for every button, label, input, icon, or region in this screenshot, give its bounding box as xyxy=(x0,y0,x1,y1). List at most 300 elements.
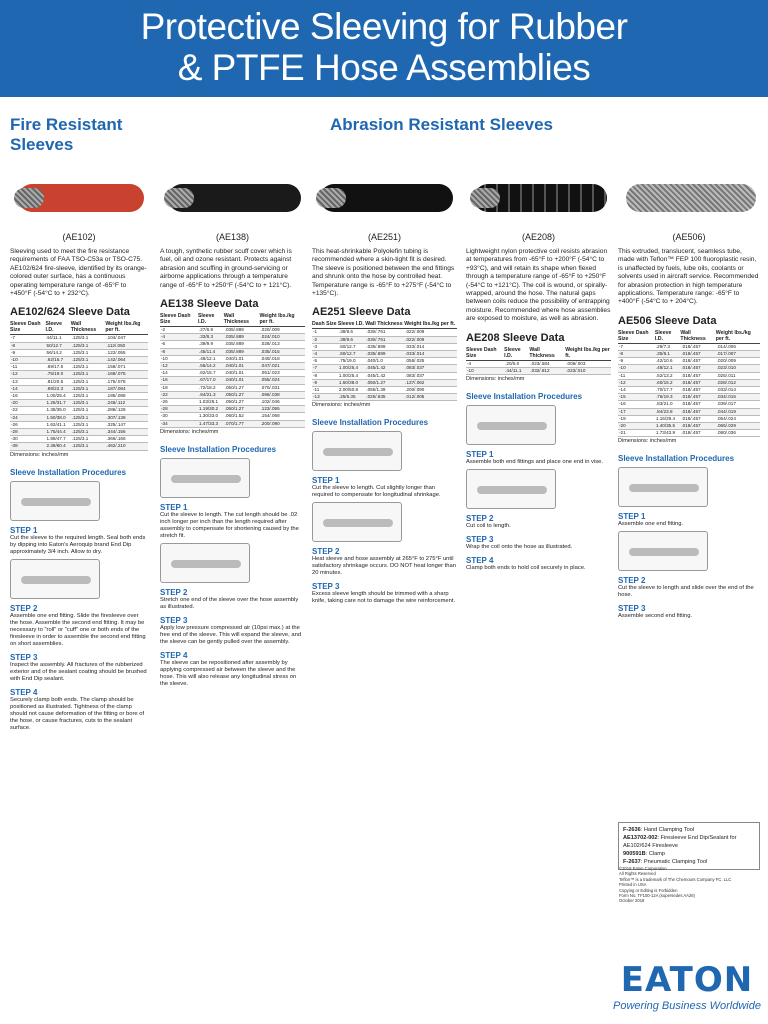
table-cell: .044/.019 xyxy=(716,408,760,415)
table-cell: 1.50/38.0 xyxy=(46,414,71,421)
table-row xyxy=(10,349,148,356)
col-wall: Wall Thickness xyxy=(71,321,106,335)
table-cell: 2.38/60.4 xyxy=(46,443,71,450)
col-id: Sleeve I.D. xyxy=(198,313,224,327)
table-row xyxy=(160,355,305,362)
table-cell: .070/1.77 xyxy=(224,420,260,427)
install-step xyxy=(466,469,611,530)
col-dash: Sleeve Dash Size xyxy=(160,313,198,327)
table-cell: .125/3.1 xyxy=(71,335,106,342)
table-row xyxy=(160,391,305,398)
ae102-photo xyxy=(10,168,148,228)
table-cell: -2 xyxy=(160,327,198,334)
table-cell: .014/.006 xyxy=(716,343,760,350)
step-text: Assemble both end fittings and place one end in vise. xyxy=(466,459,603,466)
step-illustration xyxy=(160,458,250,498)
step-text: The sleeve can be repositioned after assembly by applying compressed air between the sleeve and the hose. This will also release any longitudinal stress on the sleeve. xyxy=(160,659,297,687)
table-cell: .52/13.2 xyxy=(655,372,681,379)
step-label: STEP 3 xyxy=(466,535,494,545)
table-cell: -7 xyxy=(10,335,46,342)
legal-line: Teflon™ is a trademark of The Chemours Company FC, LLC xyxy=(619,876,732,882)
legal-line: Printed in USA xyxy=(619,882,647,888)
table-cell: -14 xyxy=(618,387,655,394)
step-text: Assemble one end fitting. xyxy=(618,521,684,528)
table-cell: -11 xyxy=(312,387,338,394)
column-ae251 xyxy=(312,168,457,605)
table-cell: .462/.210 xyxy=(105,443,148,450)
install-step xyxy=(160,543,305,611)
table-cell: .055/1.39 xyxy=(365,387,404,394)
step-label: STEP 3 xyxy=(312,582,340,592)
table-row xyxy=(160,370,305,377)
table-cell: .125/3.1 xyxy=(71,349,106,356)
table-cell: -10 xyxy=(160,355,198,362)
table-cell: .125/3.1 xyxy=(71,342,106,349)
ae138-table-title: AE138 Sleeve Data xyxy=(160,298,259,311)
install-step xyxy=(466,556,611,572)
title-line-1: Protective Sleeving for Rubber xyxy=(140,6,628,47)
table-cell: 1.88/47.7 xyxy=(46,436,71,443)
part-code: 900591B xyxy=(623,851,646,857)
table-cell: .055/.024 xyxy=(259,377,305,384)
table-cell: .050/1.27 xyxy=(224,406,260,413)
table-cell: .018/.457 xyxy=(680,351,715,358)
table-cell: .122/.055 xyxy=(105,349,148,356)
table-cell: .125/3.1 xyxy=(71,436,106,443)
col-weight: Weight lbs./kg per ft. xyxy=(716,330,760,344)
table-cell: -30 xyxy=(10,436,46,443)
ae138-dimensions-note: Dimensions: inches/mm xyxy=(160,428,219,435)
table-cell: .035/.015 xyxy=(259,348,305,355)
install-step xyxy=(160,458,305,540)
table-cell: -2 xyxy=(312,336,338,343)
part-code: F-2636 xyxy=(623,827,641,833)
legal-line: ©2018 Eaton Corporation xyxy=(619,866,667,871)
table-cell: 1.25/31.7 xyxy=(46,400,71,407)
table-cell: .62/15.7 xyxy=(198,370,224,377)
table-cell: 2.00/50.8 xyxy=(338,387,365,394)
table-cell: .168/.075 xyxy=(105,371,148,378)
table-cell: .27/6.8 xyxy=(198,327,224,334)
table-cell: .200/.090 xyxy=(259,420,305,427)
table-cell: -22 xyxy=(160,391,198,398)
table-cell: .008/.003 xyxy=(565,360,611,367)
table-cell: .035/.889 xyxy=(224,334,260,341)
table-cell: .75/19.0 xyxy=(46,371,71,378)
table-cell: .125/3.1 xyxy=(71,393,106,400)
ae102-dimensions-note: Dimensions: inches/mm xyxy=(10,451,69,458)
table-cell: .028/.013 xyxy=(259,341,305,348)
install-step xyxy=(312,502,457,577)
table-cell: -17 xyxy=(618,408,655,415)
table-row xyxy=(160,413,305,420)
ae102-steps xyxy=(10,481,148,732)
ae251-photo xyxy=(312,168,457,228)
part-item: 900591B: Clamp xyxy=(623,851,665,857)
table-cell: -20 xyxy=(10,400,46,407)
table-row xyxy=(10,335,148,342)
col-wall: Wall Thickness xyxy=(529,347,565,361)
ae506-photo xyxy=(618,168,760,228)
ae251-table xyxy=(312,321,457,401)
step-text: Cut the sleeve to length. Cut slightly longer than required to compensate for longitudinal shrinkage. xyxy=(312,485,441,499)
ae506-procedure-title: Sleeve Installation Procedures xyxy=(618,454,735,464)
table-row xyxy=(618,415,760,422)
table-cell: .050/1.27 xyxy=(365,379,404,386)
table-cell: 44/11.1 xyxy=(46,335,71,342)
table-cell: .045/1.42 xyxy=(365,365,404,372)
install-step xyxy=(10,559,148,648)
step-label: STEP 2 xyxy=(466,514,494,524)
table-cell: .066/.029 xyxy=(716,423,760,430)
table-cell: -8 xyxy=(160,348,198,355)
table-cell: .125/3.1 xyxy=(71,421,106,428)
table-cell: .125/3.1 xyxy=(71,364,106,371)
table-row xyxy=(618,423,760,430)
step-text: Excess sleeve length should be trimmed with a sharp knife, taking care not to damage the wire reinforcement. xyxy=(312,591,456,605)
table-cell: .81/20.5 xyxy=(46,378,71,385)
table-cell: .018/.457 xyxy=(680,365,715,372)
col-id: Sleeve I.D. xyxy=(46,321,71,335)
table-cell: -10 xyxy=(618,365,655,372)
part-label: Clamp xyxy=(648,851,665,857)
table-row xyxy=(466,360,611,367)
col-wall: Wall Thickness xyxy=(365,321,403,328)
table-cell: .023/.010 xyxy=(565,367,611,374)
table-cell: .158/.071 xyxy=(105,364,148,371)
table-row xyxy=(466,367,611,374)
step-label: STEP 1 xyxy=(618,512,646,522)
table-cell: -4 xyxy=(160,334,198,341)
install-step xyxy=(10,688,148,732)
table-cell: .38/9.6 xyxy=(338,336,365,343)
table-cell: 1.00/25.4 xyxy=(46,393,71,400)
table-cell: -9 xyxy=(10,349,46,356)
table-cell: .022/.009 xyxy=(404,329,457,336)
table-cell: .29/7.3 xyxy=(655,343,681,350)
table-cell: .20/5.0 xyxy=(504,360,529,367)
table-row xyxy=(312,343,457,350)
table-cell: .83/21.0 xyxy=(655,401,681,408)
table-cell: .018/.457 xyxy=(680,394,715,401)
table-cell: .032/.812 xyxy=(529,367,565,374)
table-row xyxy=(10,429,148,436)
table-row xyxy=(160,341,305,348)
step-text: Cut the sleeve to length and slide over the end of the hose. xyxy=(618,585,754,599)
ae138-description: A tough, synthetic rubber scuff cover which is fuel, oil and ozone resistant. Protects against abrasion and scuffing in ground-servicing or airborne applications through a temperature range of -65°F to +250°F (-54°C to + 121°C). xyxy=(160,248,292,289)
table-cell: .035/.889 xyxy=(224,348,260,355)
ae138-steps xyxy=(160,458,305,688)
table-cell: .040/1.01 xyxy=(224,370,260,377)
table-cell: .187/.084 xyxy=(105,385,148,392)
table-cell: 1.73/43.9 xyxy=(655,430,681,437)
install-step xyxy=(160,616,305,646)
table-cell: .018/.457 xyxy=(680,415,715,422)
table-cell: .84/23.8 xyxy=(655,408,681,415)
ae251-steps xyxy=(312,431,457,605)
table-cell: .125/3.1 xyxy=(71,357,106,364)
table-cell: 1.03/26.1 xyxy=(198,399,224,406)
table-cell: -38 xyxy=(10,443,46,450)
col-dash: Sleeve Dash Size xyxy=(466,347,504,361)
table-cell: .040/.018 xyxy=(259,355,305,362)
table-cell: -22 xyxy=(10,407,46,414)
table-cell: .022/.009 xyxy=(404,336,457,343)
step-label: STEP 1 xyxy=(466,450,494,460)
table-cell: .030/.761 xyxy=(365,336,404,343)
col-wall: Wall Thickness xyxy=(680,330,715,344)
table-cell: .050/1.27 xyxy=(224,384,260,391)
table-cell: .75/19.0 xyxy=(338,358,365,365)
table-cell: .125/3.1 xyxy=(71,407,106,414)
table-cell: .125/3.1 xyxy=(71,400,106,407)
table-cell: -28 xyxy=(10,429,46,436)
col-dash: Dash Size xyxy=(312,321,337,328)
table-cell: -26 xyxy=(160,399,198,406)
table-cell: .035/.889 xyxy=(365,343,404,350)
table-cell: -14 xyxy=(160,370,198,377)
table-cell: .018/.457 xyxy=(680,408,715,415)
table-cell: .67/17.0 xyxy=(198,377,224,384)
table-cell: -12 xyxy=(618,379,655,386)
table-cell: 1.38/35.0 xyxy=(46,407,71,414)
table-row xyxy=(618,430,760,437)
step-text: Stretch one end of the sleeve over the hose assembly as illustrated. xyxy=(160,596,299,610)
ae138-table xyxy=(160,313,305,428)
col-weight: Weight lbs./kg per ft. xyxy=(259,313,305,327)
legal-line: All Rights Reserved xyxy=(619,871,656,877)
table-cell: .039/.017 xyxy=(716,401,760,408)
step-illustration xyxy=(160,543,250,583)
table-cell: .070/.031 xyxy=(259,384,305,391)
table-cell: -18 xyxy=(160,384,198,391)
table-cell: .44/11.1 xyxy=(504,367,529,374)
table-cell: .48/12.1 xyxy=(655,365,681,372)
page-title xyxy=(0,0,768,88)
table-row xyxy=(312,336,457,343)
table-row xyxy=(160,348,305,355)
table-cell: -4 xyxy=(466,360,504,367)
ae251-table-title: AE251 Sleeve Data xyxy=(312,306,411,319)
table-cell: .246/.112 xyxy=(105,400,148,407)
table-cell: .018/.457 xyxy=(680,401,715,408)
table-cell: .045/1.42 xyxy=(365,372,404,379)
table-cell: .42/10.6 xyxy=(655,358,681,365)
step-label: STEP 1 xyxy=(10,525,38,535)
table-cell: .018/.457 xyxy=(680,372,715,379)
table-row xyxy=(10,342,148,349)
table-row xyxy=(618,408,760,415)
part-item: AE13702-002: Firesleeve End Dip/Sealant for AE102/624 Firesleeve xyxy=(623,835,737,849)
table-row xyxy=(10,371,148,378)
table-cell: -12 xyxy=(10,371,46,378)
step-text: Securely clamp both ends. The clamp should be positioned as illustrated. Tightness of the clamp should not cause deformation of the fitting or bore of the hose, or cause fractures, cuts to the sealant surface. xyxy=(10,696,145,731)
table-row xyxy=(160,377,305,384)
ae506-table-title: AE506 Sleeve Data xyxy=(618,314,717,327)
table-cell: -1 xyxy=(312,329,338,336)
table-cell: -12 xyxy=(160,363,198,370)
legal-notice xyxy=(619,866,759,904)
part-code: F-2637 xyxy=(623,859,641,865)
ae138-code: (AE138) xyxy=(215,232,250,242)
step-illustration xyxy=(10,559,100,599)
column-ae506 xyxy=(618,168,760,620)
table-cell: .035/.889 xyxy=(224,327,260,334)
table-cell: .69/17.5 xyxy=(46,364,71,371)
install-step xyxy=(466,535,611,551)
table-cell: 1.19/30.2 xyxy=(198,406,224,413)
install-step xyxy=(10,653,148,683)
table-row xyxy=(312,387,457,394)
table-row xyxy=(10,407,148,414)
table-cell: .020/.009 xyxy=(716,358,760,365)
table-cell: -28 xyxy=(160,406,198,413)
title-line-2: & PTFE Hose Assemblies xyxy=(177,47,591,88)
ae102-table xyxy=(10,321,148,450)
table-row xyxy=(10,421,148,428)
step-illustration xyxy=(618,531,708,571)
ae102-procedure-title: Sleeve Installation Procedures xyxy=(10,467,127,477)
table-cell: .017/.007 xyxy=(716,351,760,358)
table-row xyxy=(618,394,760,401)
table-cell: .125/3.1 xyxy=(71,378,106,385)
column-ae208 xyxy=(466,168,611,572)
col-wall: Wall Thickness xyxy=(224,313,260,327)
part-item: F-2636: Hand Clamping Tool xyxy=(623,827,695,833)
table-cell: .023/.584 xyxy=(529,360,565,367)
table-cell: .50/12.7 xyxy=(338,351,365,358)
table-cell: .35/8.1 xyxy=(655,351,681,358)
table-cell: 1.30/33.0 xyxy=(198,413,224,420)
table-cell: 50/12.7 xyxy=(46,342,71,349)
ae251-description: This heat-shrinkable Polyolefin tubing is recommended where a skin-tight fit is desired. The sleeve is positioned between the end fittings and shrunk onto the hose by controlled heat. Temperature range is -65°F to +275°F (-54°C to +135°C). xyxy=(312,248,455,298)
table-cell: .104/.047 xyxy=(105,335,148,342)
table-cell: .012/.005 xyxy=(404,394,457,401)
ae251-procedure-title: Sleeve Installation Procedures xyxy=(312,418,429,428)
table-row xyxy=(160,406,305,413)
table-cell: .040/1.01 xyxy=(224,355,260,362)
table-cell: -7 xyxy=(312,365,338,372)
table-cell: .48/12.1 xyxy=(198,355,224,362)
table-row xyxy=(312,394,457,401)
table-cell: .024/.010 xyxy=(259,334,305,341)
table-cell: .018/.457 xyxy=(680,358,715,365)
table-cell: -16 xyxy=(10,393,46,400)
step-label: STEP 4 xyxy=(160,650,188,660)
table-cell: .154/.068 xyxy=(259,413,305,420)
table-row xyxy=(618,351,760,358)
table-cell: .018/.457 xyxy=(680,430,715,437)
table-cell: .307/.138 xyxy=(105,414,148,421)
table-cell: .84/21.3 xyxy=(198,391,224,398)
table-row xyxy=(10,385,148,392)
col-weight: Weight lbs./kg per ft. xyxy=(105,321,148,335)
part-label: Firesleeve End Dip/Sealant for AE102/624 Firesleeve xyxy=(623,835,737,849)
table-cell: .38/9.6 xyxy=(338,329,365,336)
table-cell: 1.16/29.4 xyxy=(655,415,681,422)
table-cell: .083/.037 xyxy=(404,372,457,379)
table-row xyxy=(10,393,148,400)
step-text: Wrap the coil onto the hose as illustrated. xyxy=(466,544,573,551)
step-label: STEP 2 xyxy=(160,587,188,597)
table-cell: .125/3.1 xyxy=(71,429,106,436)
table-row xyxy=(160,384,305,391)
table-cell: .325/.147 xyxy=(105,421,148,428)
table-cell: -21 xyxy=(618,430,655,437)
ae506-dimensions-note: Dimensions: inches/mm xyxy=(618,438,677,445)
install-step xyxy=(10,481,148,556)
table-row xyxy=(618,401,760,408)
table-cell: -15 xyxy=(618,394,655,401)
table-cell: .102/.046 xyxy=(259,399,305,406)
eaton-logo xyxy=(612,960,762,1012)
legal-line: Copying or Editing is Forbidden xyxy=(619,887,678,893)
legal-line: Form No. TF100-12A (supersedes AA26) xyxy=(619,893,696,899)
ae102-table-title: AE102/624 Sleeve Data xyxy=(10,306,130,319)
col-weight: Weight lbs./kg per ft. xyxy=(565,346,610,359)
table-cell: -16 xyxy=(618,401,655,408)
install-step xyxy=(618,604,760,620)
table-cell: .035/.889 xyxy=(224,341,260,348)
legal-line: October 2018 xyxy=(619,898,645,904)
install-step xyxy=(312,582,457,605)
table-cell: .56/14.2 xyxy=(198,363,224,370)
logo-tagline: Powering Business Worldwide xyxy=(613,1000,761,1012)
table-row xyxy=(160,327,305,334)
table-cell: .112/.050 xyxy=(105,342,148,349)
table-row xyxy=(312,379,457,386)
table-cell: .033/.014 xyxy=(716,387,760,394)
table-cell: -13 xyxy=(312,394,338,401)
table-cell: .086/.038 xyxy=(259,391,305,398)
ae102-code: (AE102) xyxy=(62,232,96,242)
table-cell: .018/.457 xyxy=(680,387,715,394)
ae208-dimensions-note: Dimensions: inches/mm xyxy=(466,376,525,383)
table-row xyxy=(312,365,457,372)
table-cell: .034/.015 xyxy=(716,394,760,401)
step-label: STEP 3 xyxy=(160,615,188,625)
table-cell: -8 xyxy=(312,372,338,379)
col-weight: Weight lbs./kg per ft. xyxy=(404,321,456,328)
table-cell: .060/1.52 xyxy=(224,413,260,420)
step-text: Cut the sleeve to the required length. Seal both ends by dipping into Eaton's Aeroquip brand End Dip approximately 3/4 inch. Allow to dry. xyxy=(10,534,146,555)
table-cell: .028/.012 xyxy=(716,379,760,386)
table-cell: .344/.156 xyxy=(105,429,148,436)
table-cell: -5 xyxy=(312,358,338,365)
table-cell: -4 xyxy=(312,351,338,358)
install-step xyxy=(466,405,611,466)
table-cell: .70/17.7 xyxy=(655,387,681,394)
step-label: STEP 2 xyxy=(10,603,38,613)
part-label: Pneumatic Clamping Tool xyxy=(643,859,708,865)
table-cell: .142/.064 xyxy=(105,357,148,364)
table-row xyxy=(10,443,148,450)
table-cell: -3 xyxy=(312,343,338,350)
table-cell: .083/.037 xyxy=(404,365,457,372)
table-cell: .137/.062 xyxy=(404,379,457,386)
table-cell: -13 xyxy=(10,378,46,385)
table-cell: -10 xyxy=(10,357,46,364)
ae506-table xyxy=(618,330,760,438)
table-cell: .040/1.0 xyxy=(365,358,404,365)
table-cell: .023/.010 xyxy=(716,365,760,372)
table-row xyxy=(618,343,760,350)
table-cell: -24 xyxy=(10,414,46,421)
table-row xyxy=(10,400,148,407)
table-cell: 1.75/44.4 xyxy=(46,429,71,436)
table-cell: .056/.025 xyxy=(404,358,457,365)
table-row xyxy=(618,387,760,394)
